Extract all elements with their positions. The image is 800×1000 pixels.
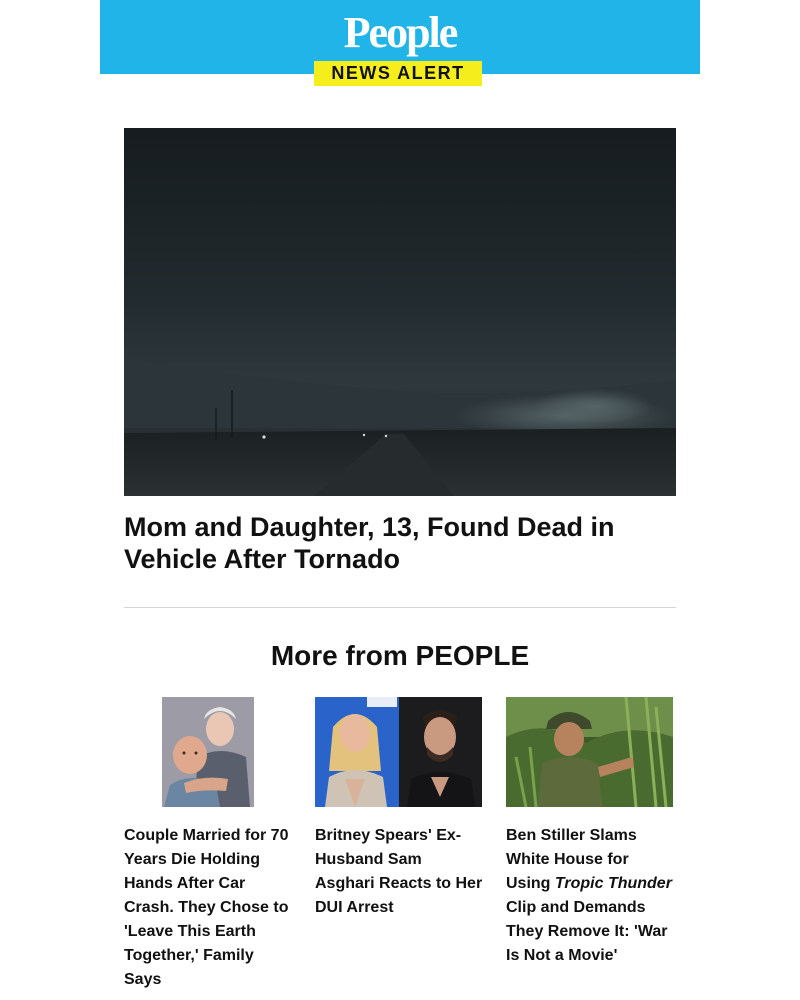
film-title: Tropic Thunder <box>554 875 672 892</box>
story-thumbnail[interactable] <box>124 697 294 807</box>
story-thumbnail[interactable] <box>506 697 676 807</box>
tornado-photo <box>124 128 676 496</box>
story-card[interactable] <box>315 697 485 920</box>
more-from-people-heading: More from PEOPLE <box>270 640 530 671</box>
story-card[interactable] <box>506 697 676 968</box>
story-headline[interactable]: Couple Married for 70 Years Die Holding Hands After Car Crash. They Chose to 'Leave This Earth Together,' Family Says <box>124 827 289 988</box>
story-headline[interactable]: Ben Stiller Slams White House for Using Tropic Thunder Clip and Demands They Remove It: 'War Is Not a Movie' <box>506 827 672 964</box>
story-card[interactable] <box>124 697 294 992</box>
people-logo[interactable]: People <box>343 8 457 57</box>
hero-headline[interactable]: Mom and Daughter, 13, Found Dead in Vehicle After Tornado <box>124 512 615 574</box>
hero-image[interactable] <box>124 128 676 496</box>
news-alert-badge: NEWS ALERT <box>314 61 482 86</box>
story-thumbnail[interactable] <box>315 697 485 807</box>
section-divider <box>124 607 676 608</box>
story-headline[interactable]: Britney Spears' Ex-Husband Sam Asghari Reacts to Her DUI Arrest <box>315 827 483 916</box>
